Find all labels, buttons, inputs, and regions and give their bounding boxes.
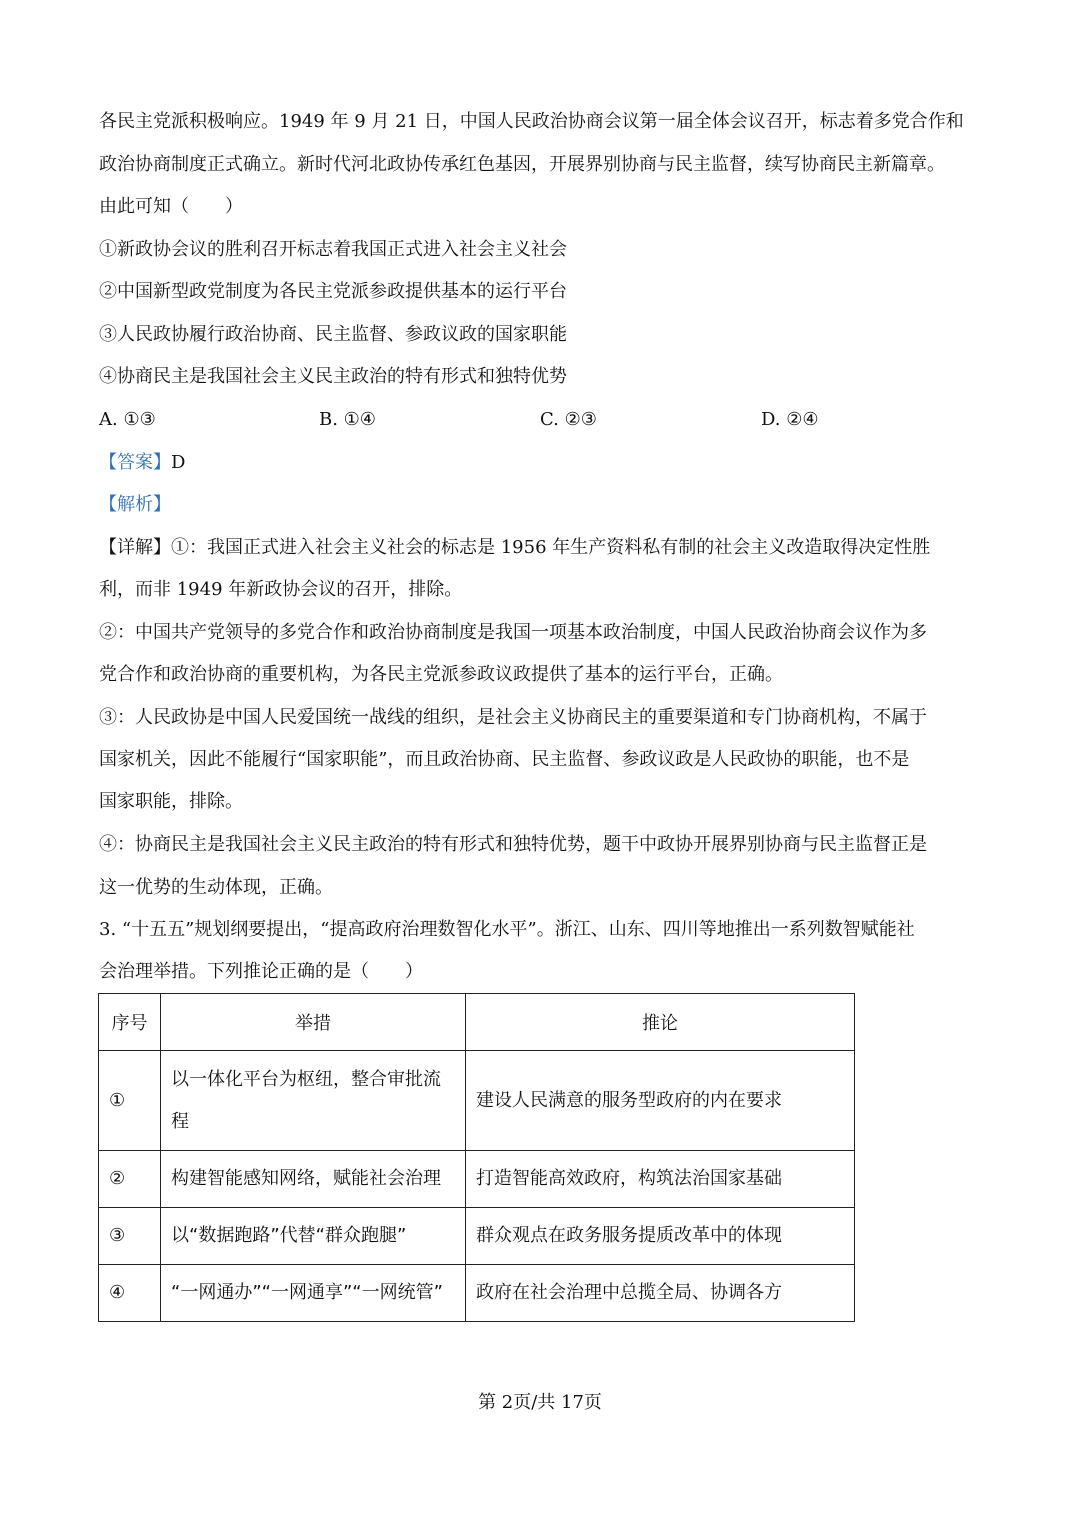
row-number: ① bbox=[99, 1051, 161, 1151]
analysis-tag: 【解析】 bbox=[99, 494, 171, 515]
row-measure: 以一体化平台为枢纽，整合审批流程 bbox=[161, 1051, 466, 1151]
table-row bbox=[99, 1265, 855, 1322]
table-row bbox=[99, 1151, 855, 1208]
row-measure: “一网通办”“一网通享”“一网统管” bbox=[161, 1265, 466, 1322]
intro-line-1: 各民主党派积极响应。1949 年 9 月 21 日，中国人民政治协商会议第一届全体会议召开，标志着多党合作和 bbox=[99, 111, 964, 132]
page-footer: 第 2页/共 17页 bbox=[478, 1392, 602, 1413]
detail-text-1: ①：我国正式进入社会主义社会的标志是 1956 年生产资料私有制的社会主义改造取得决定性胜 bbox=[171, 537, 931, 558]
answer-value: D bbox=[171, 452, 186, 473]
table-header-row bbox=[99, 994, 855, 1051]
table-row bbox=[99, 1208, 855, 1265]
statement-1: ①新政协会议的胜利召开标志着我国正式进入社会主义社会 bbox=[99, 239, 567, 260]
row-number: ② bbox=[99, 1151, 161, 1208]
answer-choices bbox=[99, 408, 979, 432]
choice-c: C. ②③ bbox=[540, 409, 597, 430]
choice-b: B. ①④ bbox=[319, 409, 376, 430]
measures-table bbox=[98, 993, 855, 1322]
statement-4: ④协商民主是我国社会主义民主政治的特有形式和独特优势 bbox=[99, 366, 567, 387]
answer-tag: 【答案】 bbox=[99, 452, 171, 473]
row-inference: 政府在社会治理中总揽全局、协调各方 bbox=[466, 1265, 855, 1322]
detail-line-6: 国家机关，因此不能履行“国家职能”，而且政治协商、民主监督、参政议政是人民政协的职能，也不是 bbox=[99, 749, 910, 770]
header-number: 序号 bbox=[99, 994, 161, 1051]
detail-line-2: 利，而非 1949 年新政协会议的召开，排除。 bbox=[99, 579, 463, 600]
intro-line-3: 由此可知（ ） bbox=[99, 196, 243, 217]
detail-line-4: 党合作和政治协商的重要机构，为各民主党派参政议政提供了基本的运行平台，正确。 bbox=[99, 664, 783, 685]
header-inference: 推论 bbox=[466, 994, 855, 1051]
detail-tag: 【详解】 bbox=[99, 537, 171, 558]
detail-line-3: ②：中国共产党领导的多党合作和政治协商制度是我国一项基本政治制度，中国人民政治协商会议作为多 bbox=[99, 622, 927, 643]
question3-line-1: 3. “十五五”规划纲要提出，“提高政府治理数智化水平”。浙江、山东、四川等地推出一系列数智赋能社 bbox=[99, 919, 915, 940]
question3-line-2: 会治理举措。下列推论正确的是（ ） bbox=[99, 961, 423, 982]
detail-line-7: 国家职能，排除。 bbox=[99, 791, 243, 812]
intro-line-2: 政治协商制度正式确立。新时代河北政协传承红色基因，开展界别协商与民主监督，续写协商民主新篇章。 bbox=[99, 154, 945, 175]
row-number: ③ bbox=[99, 1208, 161, 1265]
statement-2: ②中国新型政党制度为各民主党派参政提供基本的运行平台 bbox=[99, 281, 567, 302]
detail-line-8: ④：协商民主是我国社会主义民主政治的特有形式和独特优势，题干中政协开展界别协商与民主监督正是 bbox=[99, 834, 927, 855]
table-row bbox=[99, 1051, 855, 1151]
row-inference: 建设人民满意的服务型政府的内在要求 bbox=[466, 1051, 855, 1151]
detail-line-1 bbox=[99, 536, 930, 560]
answer-line bbox=[99, 451, 185, 475]
choice-d: D. ②④ bbox=[761, 409, 819, 430]
detail-line-5: ③：人民政协是中国人民爱国统一战线的组织，是社会主义协商民主的重要渠道和专门协商机构，不属于 bbox=[99, 707, 927, 728]
row-measure: 以“数据跑路”代替“群众跑腿” bbox=[161, 1208, 466, 1265]
statement-3: ③人民政协履行政治协商、民主监督、参政议政的国家职能 bbox=[99, 324, 567, 345]
header-measure: 举措 bbox=[161, 994, 466, 1051]
row-inference: 群众观点在政务服务提质改革中的体现 bbox=[466, 1208, 855, 1265]
row-number: ④ bbox=[99, 1265, 161, 1322]
detail-line-9: 这一优势的生动体现，正确。 bbox=[99, 877, 333, 898]
choice-a: A. ①③ bbox=[99, 409, 156, 430]
row-inference: 打造智能高效政府，构筑法治国家基础 bbox=[466, 1151, 855, 1208]
row-measure: 构建智能感知网络，赋能社会治理 bbox=[161, 1151, 466, 1208]
